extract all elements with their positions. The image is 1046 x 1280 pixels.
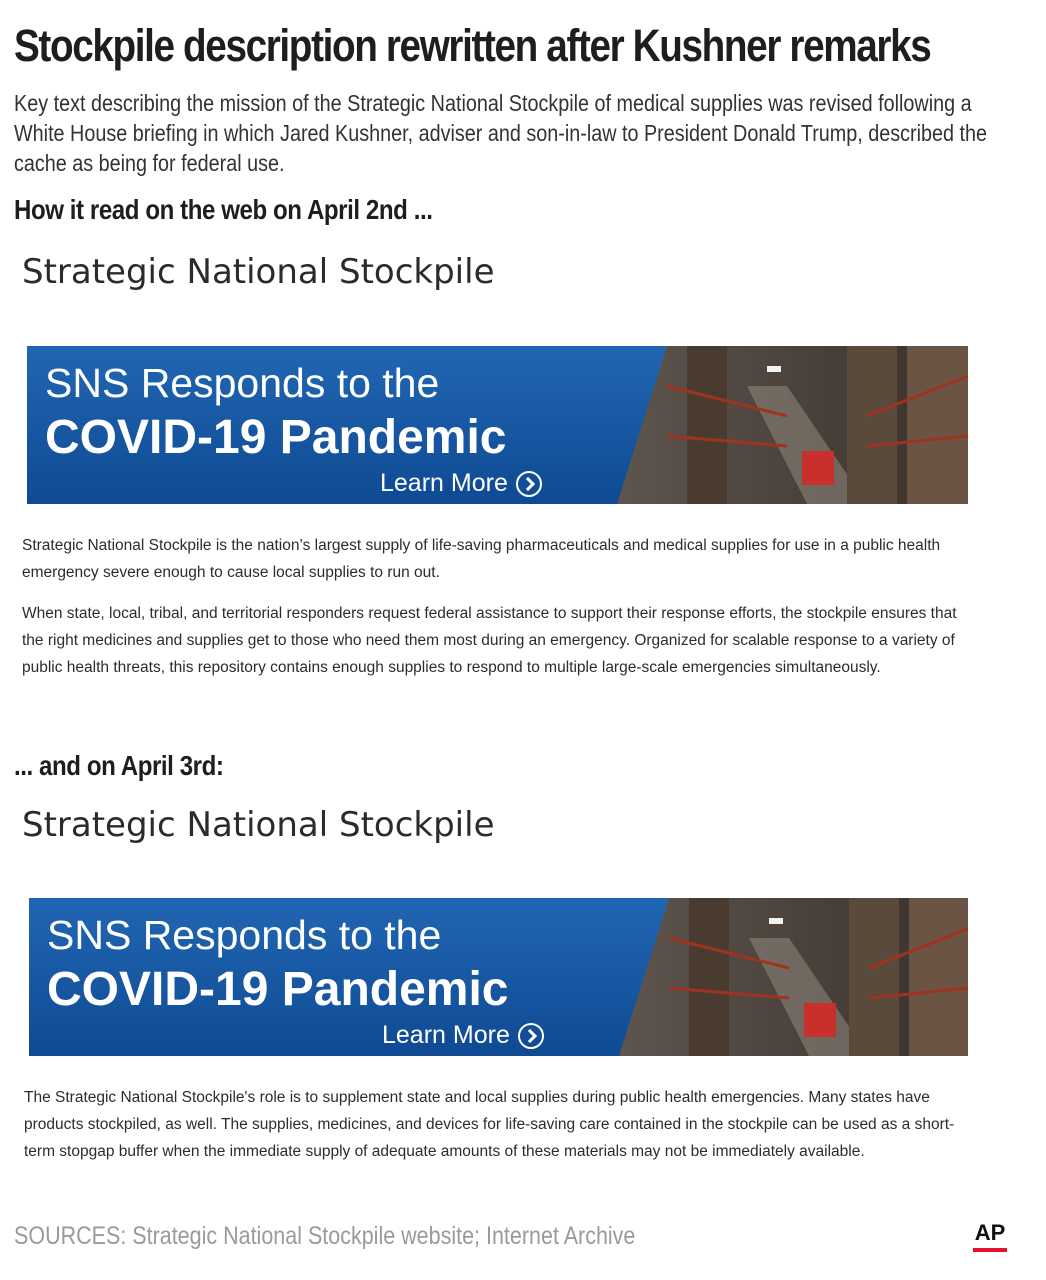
banner-subheading: COVID-19 Pandemic [47,963,509,1016]
section-label-april-3: ... and on April 3rd: [14,750,224,781]
headline: Stockpile description rewritten after Kushner remarks [14,20,931,71]
chevron-right-circle-icon [516,471,542,497]
paragraph-april-2-2: When state, local, tribal, and territorial responders request federal assistance to support their response efforts, the stockpile ensures that the right medicines and supplies get to those who need them most during an emergency. Organized for scalable response to a variety of public health threats, this repository contains enough supplies to respond to multiple large-scale emergencies simultaneously. [22,605,957,676]
paragraph-april-3-1: The Strategic National Stockpile's role is to supplement state and local supplies during public health emergencies. Many states have products stockpiled, as well. The supplies, medicines, and devices for life-saving care contained in the stockpile can be used as a short-term stopgap buffer when the immediate supply of adequate amounts of these materials may not be immediately available. [24,1089,955,1160]
learn-more-link[interactable] [382,1021,544,1050]
learn-more-label: Learn More [382,1021,510,1049]
site-title-april-3: Strategic National Stockpile [22,805,495,845]
covid-banner-april-3[interactable] [29,898,968,1056]
ap-logo-underline [973,1248,1007,1252]
chevron-right-circle-icon [518,1023,544,1049]
banner-heading: SNS Responds to the [45,360,440,406]
covid-banner-april-2[interactable] [27,346,968,504]
banner-subheading: COVID-19 Pandemic [45,411,507,464]
source-credit: SOURCES: Strategic National Stockpile website; Internet Archive [14,1222,636,1250]
ap-logo [973,1220,1007,1246]
learn-more-label: Learn More [380,469,508,497]
paragraph-april-2-1: Strategic National Stockpile is the nation’s largest supply of life-saving pharmaceuticals and medical supplies for use in a public health emergency severe enough to cause local supplies to run out. [22,537,941,581]
banner-heading: SNS Responds to the [47,912,442,958]
section-label-april-2: How it read on the web on April 2nd ... [14,194,433,225]
ap-logo-text: AP [974,1220,1006,1245]
dek-text: Key text describing the mission of the Strategic National Stockpile of medical supplies was revised following a White House briefing in which Jared Kushner, adviser and son-in-law to President Donald Trump, described the cache as being for federal use. [14,90,988,176]
learn-more-link[interactable] [380,469,542,498]
site-title-april-2: Strategic National Stockpile [22,252,495,292]
